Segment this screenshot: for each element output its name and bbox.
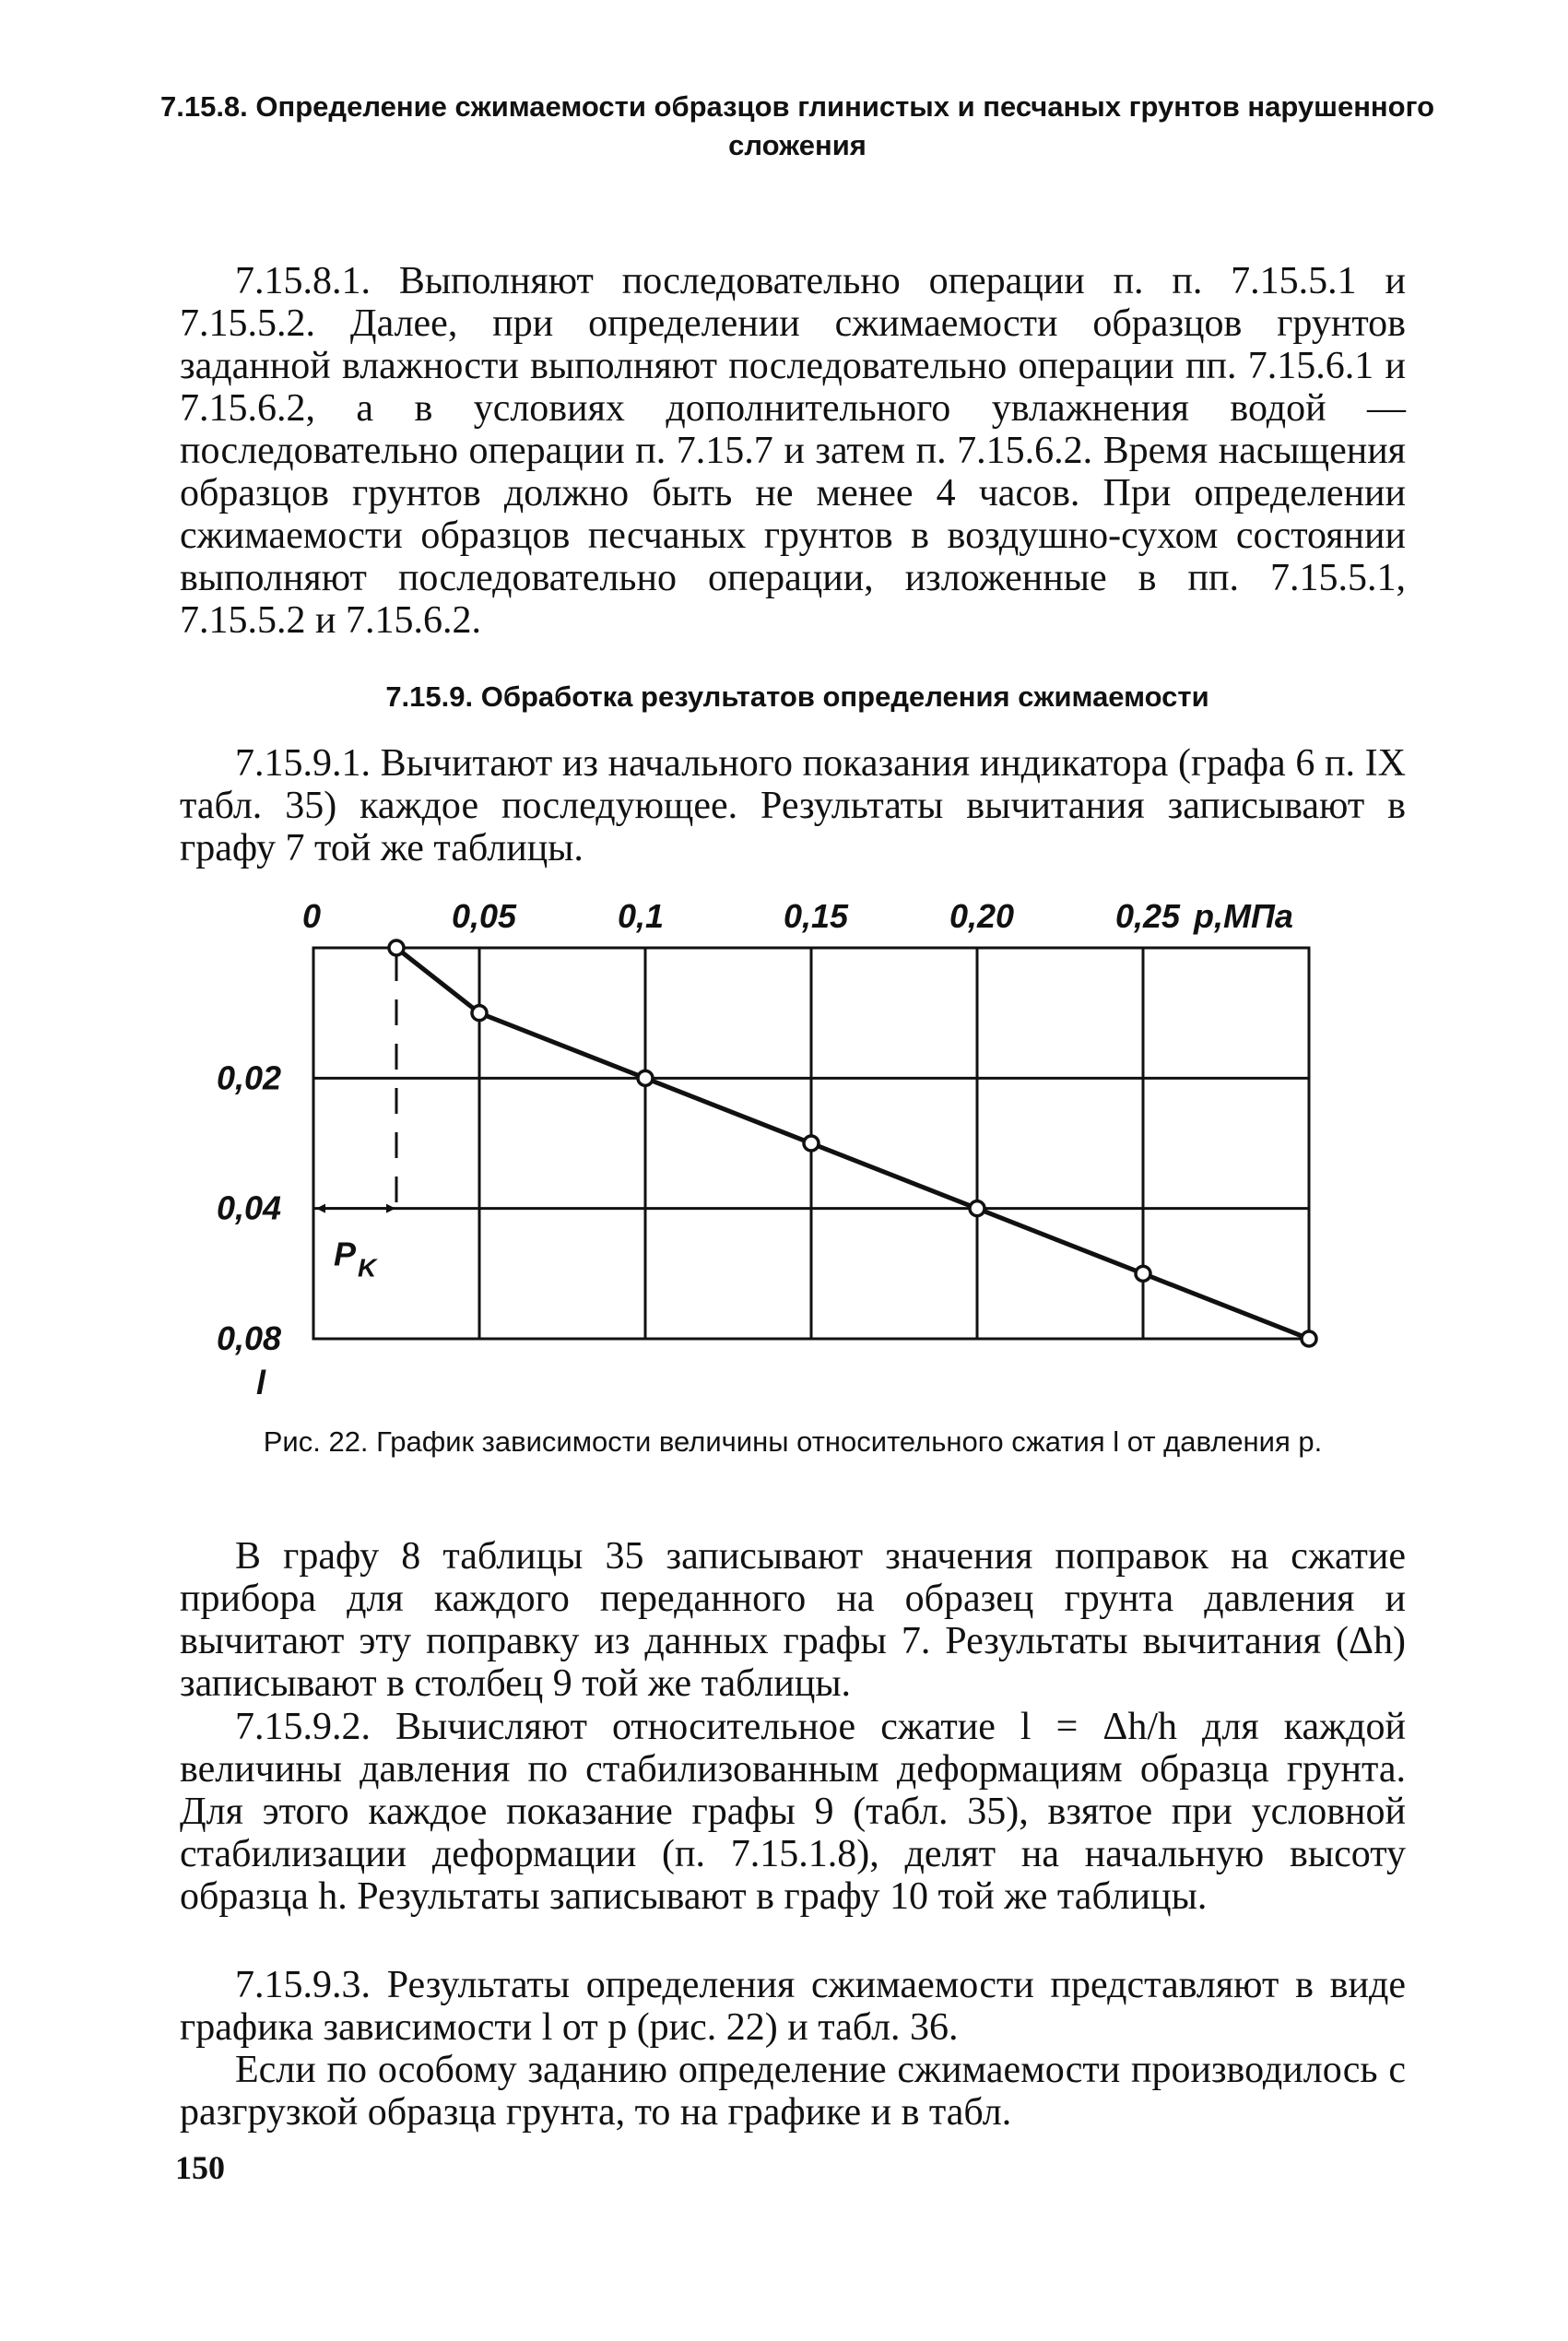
data-point-2 [638, 1070, 653, 1085]
pk-label-subscript: K [358, 1253, 377, 1283]
data-point-5 [1136, 1266, 1150, 1281]
data-point-1 [472, 1006, 487, 1021]
y-tick-label-1: 0,04 [217, 1188, 282, 1227]
data-point-4 [970, 1201, 984, 1216]
x-tick-label-1: 0,05 [452, 897, 517, 935]
section-heading-7-15-9: 7.15.9. Обработка результатов определения сжимаемости [385, 680, 1209, 713]
x-tick-label-2: 0,1 [618, 897, 665, 935]
paragraph-correction: В графу 8 таблицы 35 записывают значения поправок на сжатие прибора для каждого переданного на образец грунта давления и вычитают эту поправку из данных графы 7. Результаты вычитания (Δh) записывают в столбец 9 той же таблицы. [180, 1535, 1406, 1705]
section-heading-7-15-8: 7.15.8. Определение сжимаемости образцов глинистых и песчаных грунтов нарушенного сложения [159, 90, 1435, 161]
data-point-3 [804, 1136, 819, 1151]
figure-caption: Рис. 22. График зависимости величины относительного сжатия l от давления p. [263, 1425, 1323, 1458]
x-tick-label-4: 0,20 [949, 897, 1015, 935]
x-tick-label-0: 0 [302, 897, 322, 935]
paragraph-7-15-9-2: 7.15.9.2. Вычисляют относительное сжатие l = Δh/h для каждой величины давления по стабилизованным деформациям образца грунта. Для этого каждое показание графы 9 (табл. 35), взятое при условной стабилизации деформации (п. 7.15.1.8), делят на начальную высоту образца h. Результаты записывают в графу 10 той же таблицы. [180, 1706, 1406, 1918]
paragraph-7-15-8-1: 7.15.8.1. Выполняют последовательно операции п. п. 7.15.5.1 и 7.15.5.2. Далее, при определении сжимаемости образцов грунтов заданной влажности выполняют последовательно операции пп. 7.15.6.1 и 7.15.6.2, а в условиях дополнительного увлажнения водой — последовательно операции п. 7.15.7 и затем п. 7.15.6.2. Время насыщения образцов грунтов должно быть не менее 4 часов. При определении сжимаемости образцов песчаных грунтов в воздушно-сухом состоянии выполняют последовательно операции, изложенные в пп. 7.15.5.1, 7.15.5.2 и 7.15.6.2. [180, 260, 1406, 642]
x-tick-label-3: 0,15 [784, 897, 849, 935]
y-tick-label-2: 0,08 [217, 1319, 282, 1357]
data-point-6 [1302, 1331, 1316, 1346]
paragraph-7-15-9-1: 7.15.9.1. Вычитают из начального показания индикатора (графа 6 п. IX табл. 35) каждое последующее. Результаты вычитания записывают в графу 7 той же таблицы. [180, 742, 1406, 869]
y-axis-label: l [256, 1364, 266, 1401]
series-line [396, 948, 1309, 1339]
page-number: 150 [175, 2149, 225, 2186]
chart-tick-labels [217, 897, 1293, 1401]
y-tick-label-0: 0,02 [217, 1058, 282, 1097]
paragraph-7-15-9-3: 7.15.9.3. Результаты определения сжимаемости представляют в виде графика зависимости l от p (рис. 22) и табл. 36. [180, 1964, 1406, 2049]
paragraph-unloading: Если по особому заданию определение сжимаемости производилось с разгрузкой образца грунта, то на графике и в табл. [180, 2049, 1406, 2134]
x-tick-label-5: 0,25 [1115, 897, 1181, 935]
x-axis-unit-label: p,МПа [1194, 897, 1293, 935]
chart-series [389, 940, 1316, 1346]
chart-annotation [317, 955, 396, 1283]
data-point-0 [389, 940, 404, 955]
pk-label: $P_K$ [334, 1235, 377, 1283]
